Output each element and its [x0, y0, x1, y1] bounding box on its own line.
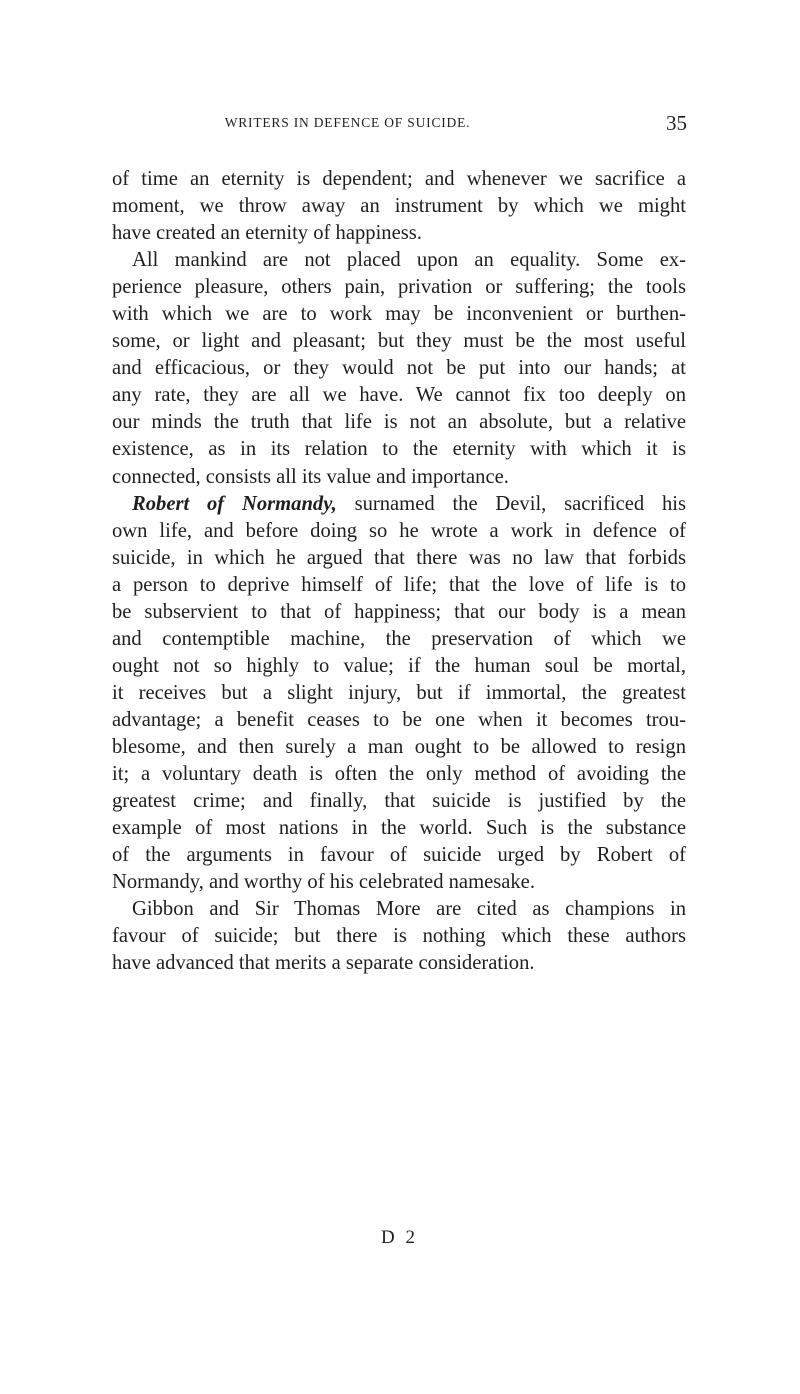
text-line: blesome, and then surely a man ought to be allowed to resign	[112, 735, 686, 758]
text-line: existence, as in its relation to the eternity with which it is	[112, 438, 686, 461]
text-line: of time an eternity is dependent; and whenever we sacrifice a	[112, 168, 686, 190]
text-line: some, or light and pleasant; but they must be the most useful	[112, 330, 686, 353]
text-line: suicide, in which he argued that there was no law that forbids	[112, 546, 686, 569]
text-line: it; a voluntary death is often the only method of avoiding the	[112, 763, 686, 786]
text-line: example of most nations in the world. Such is the substance	[112, 817, 686, 840]
running-head: WRITERS IN DEFENCE OF SUICIDE.	[224, 115, 471, 130]
text-line: All mankind are not placed upon an equality. Some ex-	[132, 249, 686, 272]
text-line: Gibbon and Sir Thomas More are cited as champions in	[132, 898, 686, 921]
signature-mark: D 2	[381, 1227, 418, 1248]
text-line: perience pleasure, others pain, privation or suffering; the tools	[112, 276, 686, 299]
text-line: any rate, they are all we have. We cannot fix too deeply on	[112, 384, 686, 407]
text-fragment: surnamed the Devil, sacrificed his	[336, 492, 686, 515]
text-line: be subservient to that of happiness; that our body is a mean	[112, 600, 686, 623]
text-line: a person to deprive himself of life; that the love of life is to	[112, 573, 686, 596]
text-line: with which we are to work may be inconvenient or burthen-	[112, 303, 686, 326]
text-line: connected, consists all its value and importance.	[112, 465, 509, 488]
text-line	[112, 491, 686, 518]
text-line: Normandy, and worthy of his celebrated namesake.	[112, 871, 535, 894]
text-line: greatest crime; and finally, that suicide is justified by the	[112, 790, 686, 813]
text-line: of the arguments in favour of suicide urged by Robert of	[112, 844, 686, 867]
text-line: it receives but a slight injury, but if immortal, the greatest	[112, 681, 686, 704]
text-line: and efficacious, or they would not be put into our hands; at	[112, 357, 686, 380]
body-text	[112, 166, 686, 977]
text-line: our minds the truth that life is not an absolute, but a relative	[112, 411, 686, 434]
page-header	[0, 111, 800, 139]
page-number: 35	[666, 111, 687, 135]
text-line: advantage; a benefit ceases to be one when it becomes trou-	[112, 708, 686, 731]
text-line: own life, and before doing so he wrote a work in defence of	[112, 519, 686, 542]
text-line: moment, we throw away an instrument by which we might	[112, 195, 686, 218]
text-line: ought not so highly to value; if the human soul be mortal,	[112, 654, 686, 677]
text-line: have created an eternity of happiness.	[112, 222, 422, 245]
italic-name-robert-of-normandy: Robert of Normandy,	[132, 492, 337, 515]
text-line: and contemptible machine, the preservation of which we	[112, 627, 686, 650]
text-line: favour of suicide; but there is nothing which these authors	[112, 925, 686, 948]
text-line: have advanced that merits a separate consideration.	[112, 952, 535, 975]
